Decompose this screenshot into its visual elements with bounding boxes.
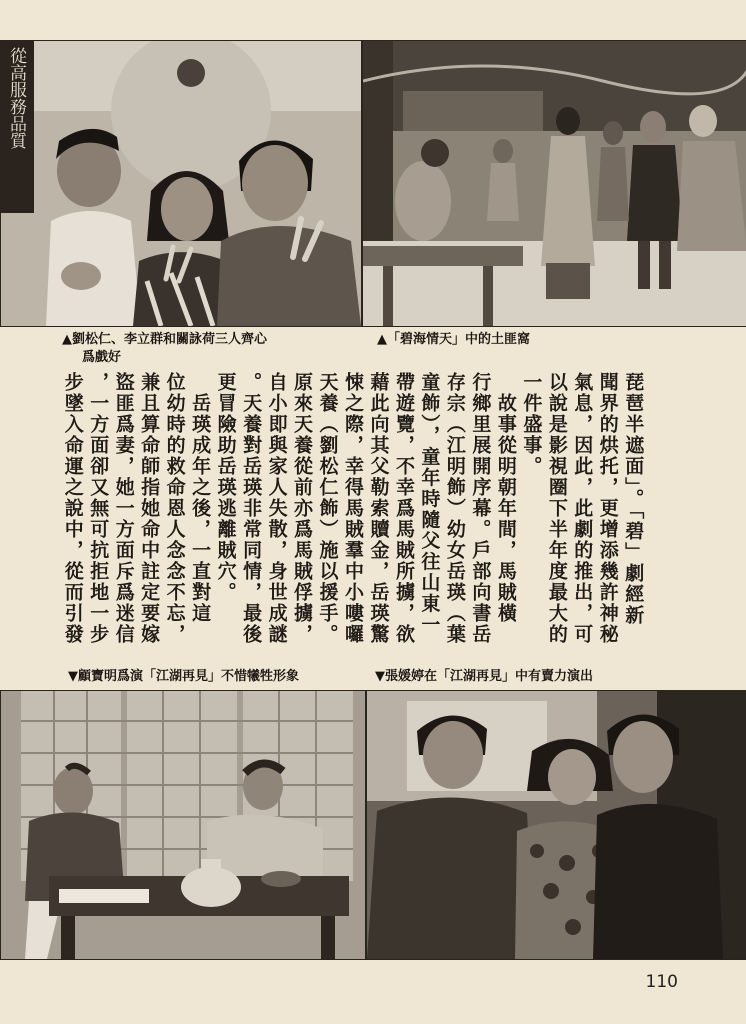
page-number: 110 — [645, 972, 678, 992]
article-column: 藉此向其父勒索贖金，岳瑛驚 — [367, 372, 390, 645]
photo-bandit-den-image — [363, 41, 746, 326]
article-columns — [60, 372, 646, 645]
caption-cast-trio-line-1: ▲劉松仁、李立群和關詠荷三人齊心 — [62, 332, 267, 347]
photo-cast-trio-image — [1, 41, 361, 326]
photo-sign-text: 從高服務品質 — [6, 47, 26, 149]
article-column: 帶遊覽，不幸爲馬賊所擄，欲 — [392, 372, 415, 645]
article-column: 聞界的烘托，更增添幾許神秘 — [596, 372, 619, 645]
caption-bandit-den: ▲「碧海情天」中的土匪窩 — [377, 332, 530, 347]
article-column: 故事從明朝年間，馬賊橫 — [494, 372, 517, 624]
photo-ku-paoming-scene — [0, 690, 366, 960]
caption-ku-paoming: ▼顧寶明爲演「江湖再見」不惜犧牲形象 — [68, 669, 299, 684]
article-column: 天養（劉松仁飾）施以援手。 — [316, 372, 339, 645]
article-column: 存宗（江明飾）幼女岳瑛（葉 — [443, 372, 466, 645]
photo-cast-trio — [0, 40, 362, 327]
article-column: 。天養對岳瑛非常同情，最後 — [240, 372, 263, 645]
article-column: 行鄉里展開序幕。戶部向書岳 — [469, 372, 492, 645]
photo-ku-paoming-scene-image — [1, 691, 365, 959]
caption-cast-trio — [62, 331, 362, 367]
article-column: 自小即與家人失散，身世成謎 — [265, 372, 288, 645]
article-column: 一件盛事。 — [520, 372, 543, 477]
article-column: 童飾），童年時隨父往山東一 — [418, 372, 441, 636]
article-column: 盜匪爲妻，她一方面斥爲迷信 — [112, 372, 135, 645]
article-column: 步墜入命運之說中，從而引發 — [61, 372, 84, 645]
article-column: 氣息，因此，此劇的推出，可 — [571, 372, 594, 645]
article-column: 琵琶半遮面」。「碧」劇經新 — [622, 372, 645, 626]
article-column: 兼且算命師指她命中註定要嫁 — [138, 372, 161, 645]
photo-chang-yuanting-cast-image — [367, 691, 746, 959]
photo-chang-yuanting-cast — [366, 690, 746, 960]
article-column: 原來天養從前亦爲馬賊俘擄， — [291, 372, 314, 645]
article-column: 更冒險助岳瑛逃離賊穴。 — [214, 372, 237, 603]
article-column: ，一方面卻又無可抗拒地一步 — [87, 372, 110, 645]
article-body — [60, 372, 646, 645]
article-column: 悚之際，幸得馬賊羣中小嘍囉 — [342, 372, 364, 645]
article-column: 以說是影視圈下半年度最大的 — [545, 372, 568, 645]
caption-chang-yuanting: ▼張媛婷在「江湖再見」中有賣力演出 — [375, 669, 593, 684]
photo-bandit-den — [362, 40, 746, 327]
caption-cast-trio-line-2: 爲戲好 — [82, 350, 122, 365]
article-column: 岳瑛成年之後，一直對這 — [189, 372, 212, 624]
article-column: 位幼時的救命恩人念念不忘， — [163, 372, 186, 645]
